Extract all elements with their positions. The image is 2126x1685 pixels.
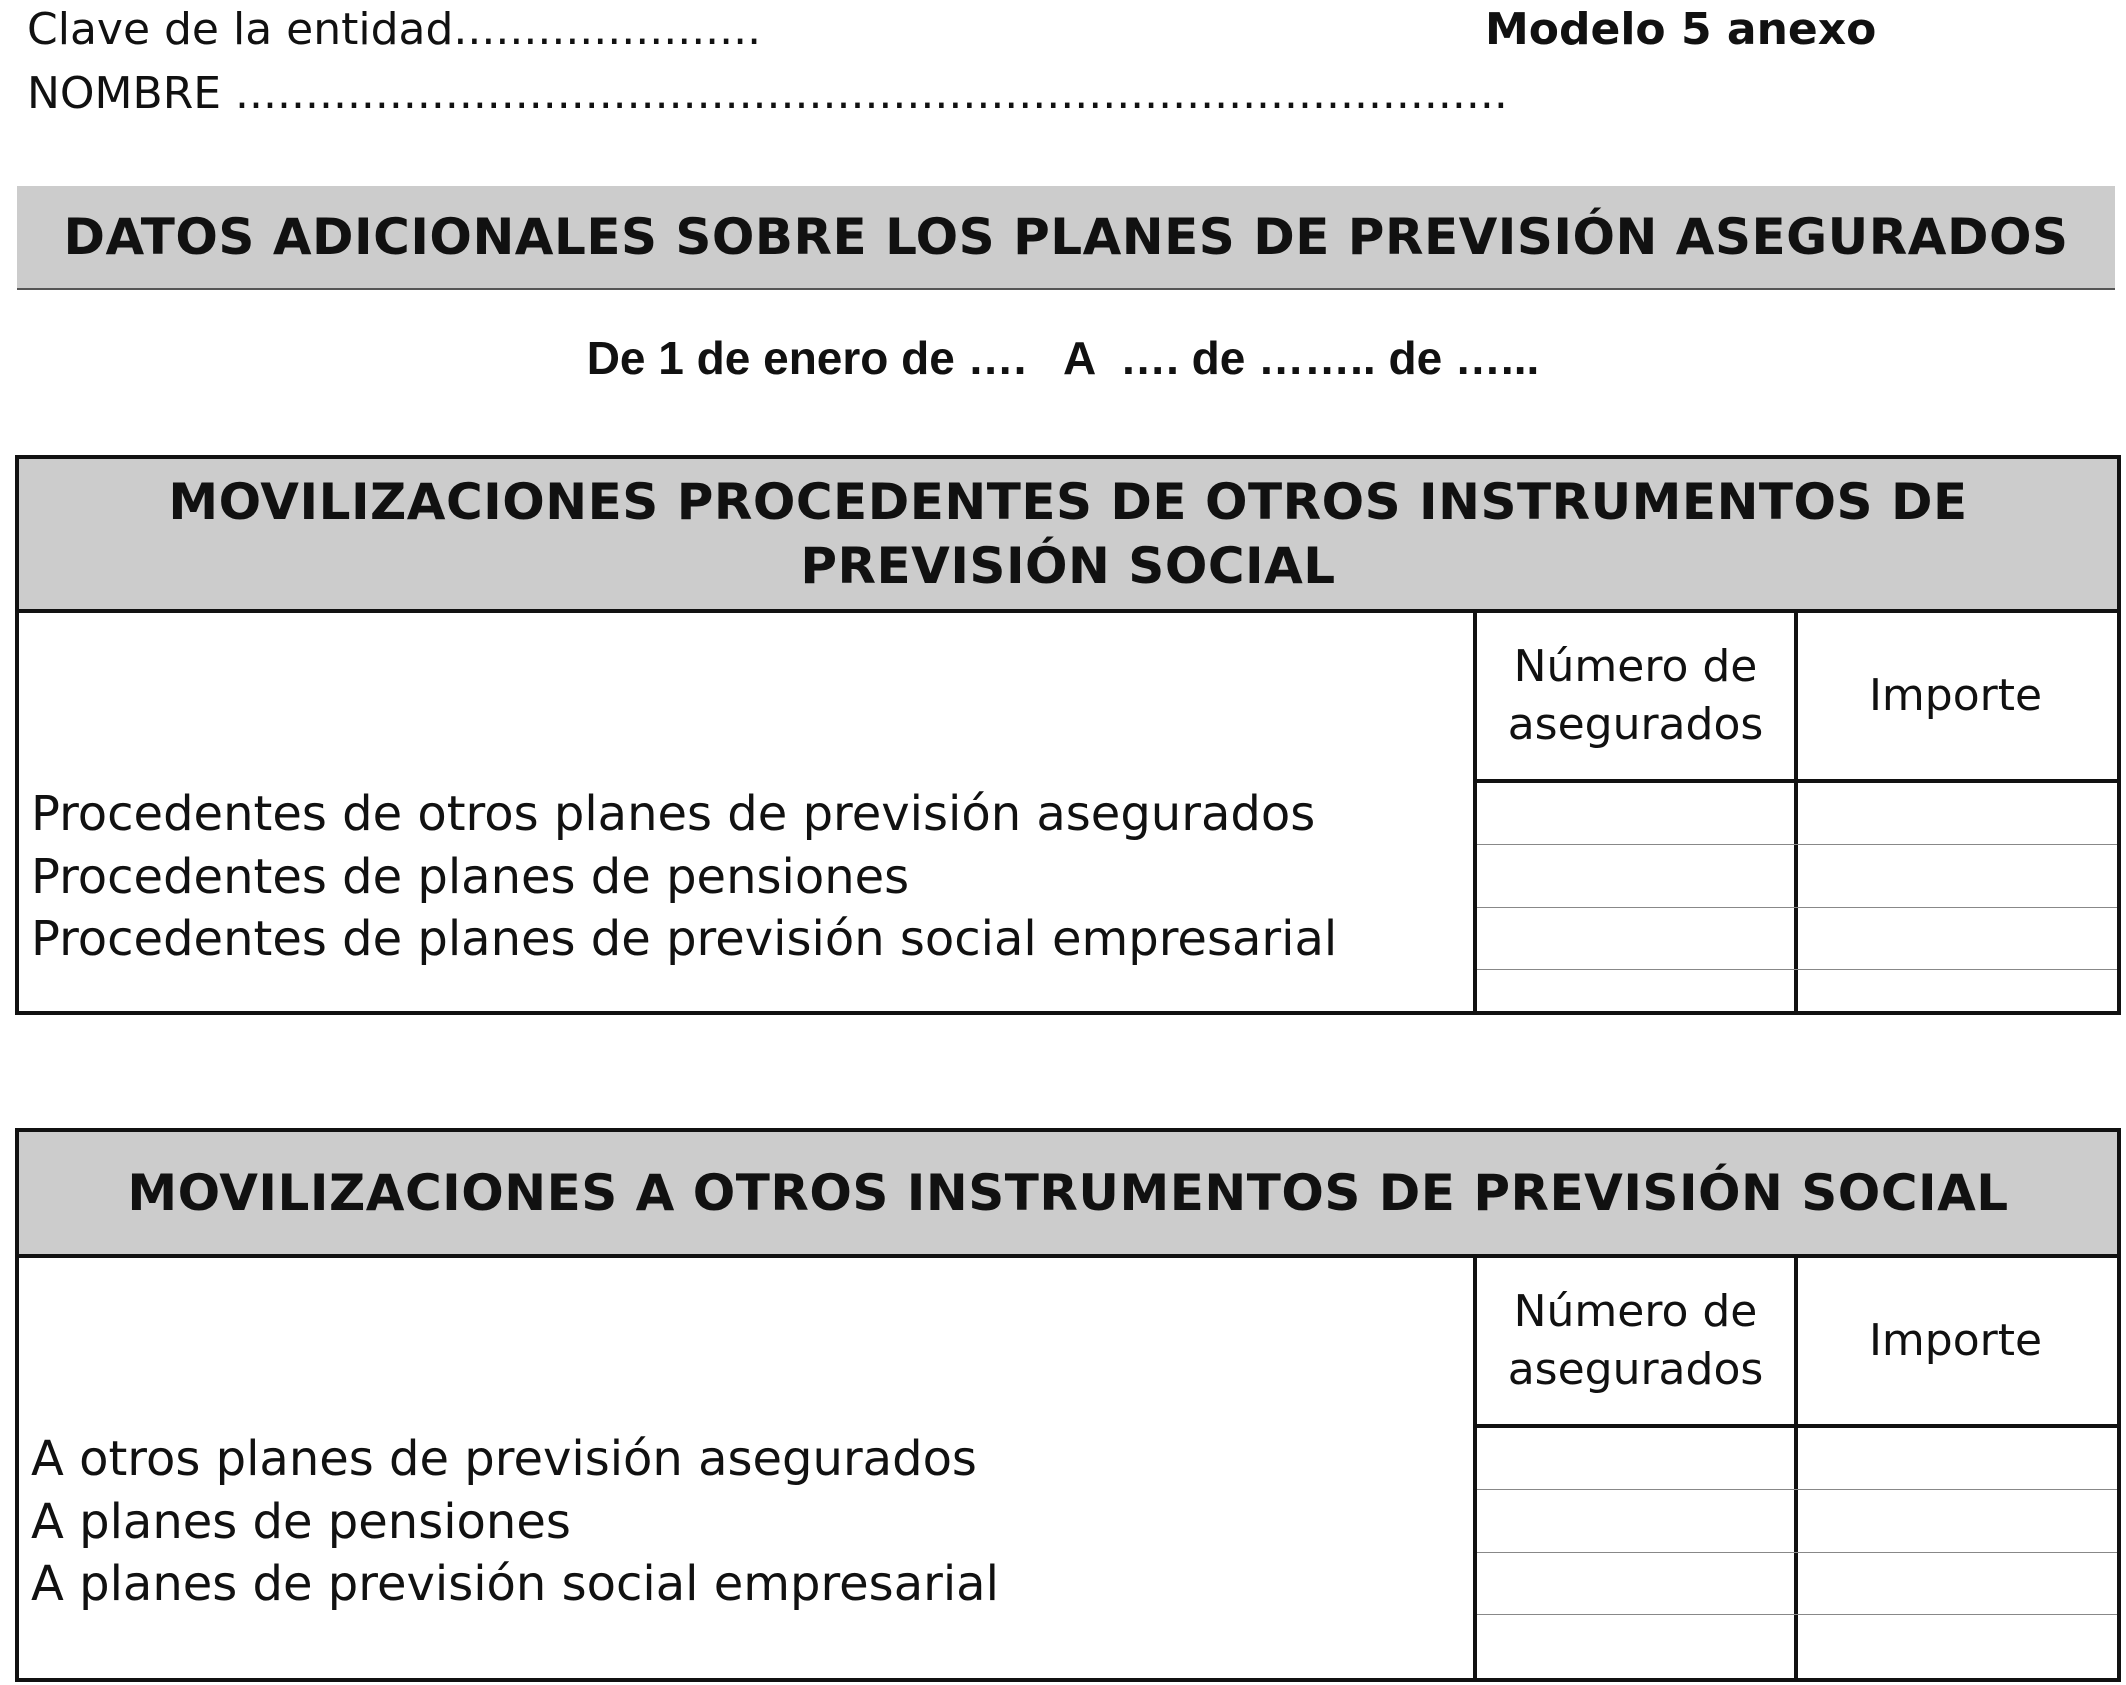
row-label-business-plans: Procedentes de planes de previsión social empresarial	[31, 911, 1338, 967]
column-header-amount: Importe	[1868, 670, 2043, 721]
column-header-amount: Importe	[1868, 1315, 2043, 1366]
section-incoming-mobilizations	[15, 455, 2121, 1015]
number-insured-cell[interactable]	[1477, 1428, 1794, 1489]
model-label: Modelo 5 anexo	[1485, 4, 1877, 55]
main-title-banner	[17, 186, 2115, 290]
row-divider	[1477, 1614, 2117, 1615]
row-label-pension-plans: A planes de pensiones	[31, 1494, 571, 1550]
row-divider	[1477, 969, 2117, 970]
row-label-pension-plans: Procedentes de planes de pensiones	[31, 849, 910, 905]
amount-cell[interactable]	[1798, 1428, 2113, 1489]
number-insured-cell[interactable]	[1477, 845, 1794, 907]
amount-cell[interactable]	[1798, 783, 2113, 844]
main-title: DATOS ADICIONALES SOBRE LOS PLANES DE PREVISIÓN ASEGURADOS	[63, 208, 2069, 266]
entity-key-field: Clave de la entidad......................	[27, 4, 762, 55]
amount-cell[interactable]	[1798, 845, 2113, 907]
section-title-bar	[19, 459, 2117, 613]
amount-cell[interactable]	[1798, 1490, 2113, 1552]
amount-cell[interactable]	[1798, 1553, 2113, 1614]
number-insured-cell[interactable]	[1477, 1553, 1794, 1614]
entity-name-field: NOMBRE ...........................................................................................	[27, 68, 1508, 119]
section-title: MOVILIZACIONES A OTROS INSTRUMENTOS DE PREVISIÓN SOCIAL	[127, 1164, 2009, 1222]
amount-cell[interactable]	[1798, 908, 2113, 969]
period-line: De 1 de enero de …. A …. de …….. de …...	[586, 332, 1540, 384]
row-label-business-plans: A planes de previsión social empresarial	[31, 1556, 999, 1612]
row-label-other-insured-plans: A otros planes de previsión asegurados	[31, 1431, 977, 1487]
number-insured-cell[interactable]	[1477, 908, 1794, 969]
number-insured-cell[interactable]	[1477, 1490, 1794, 1552]
section-outgoing-mobilizations	[15, 1128, 2121, 1682]
number-insured-cell[interactable]	[1477, 783, 1794, 844]
column-header-number-insured: Número de asegurados	[1507, 1286, 1764, 1395]
section-title: MOVILIZACIONES PROCEDENTES DE OTROS INSTRUMENTOS DE PREVISIÓN SOCIAL	[168, 473, 1968, 595]
column-header-number-insured: Número de asegurados	[1507, 641, 1764, 750]
section-title-bar	[19, 1132, 2117, 1258]
row-label-other-insured-plans: Procedentes de otros planes de previsión asegurados	[31, 786, 1316, 842]
